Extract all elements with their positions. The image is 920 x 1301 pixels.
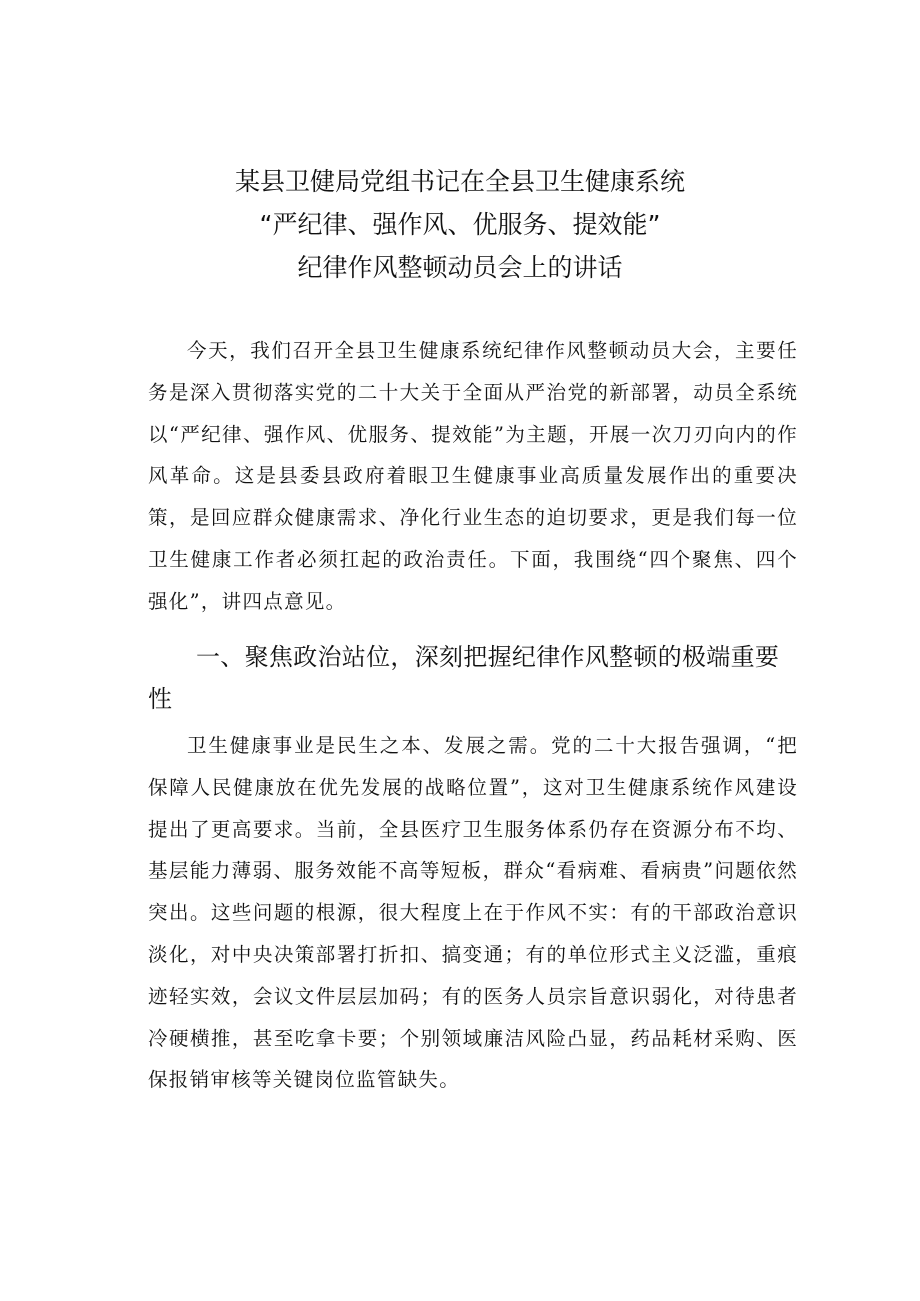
- document-title: [0, 160, 920, 289]
- title-line-1: 某县卫健局党组书记在全县卫生健康系统: [234, 167, 685, 196]
- title-line-2: “严纪律、强作风、优服务、提效能”: [259, 210, 661, 239]
- section-1-paragraph: 卫生健康事业是民生之本、发展之需。党的二十大报告强调，“把保障人民健康放在优先发展的战略位置”，这对卫生健康系统作风建设提出了更高要求。当前，全县医疗卫生服务体系仍存在资源分布不均、基层能力薄弱、服务效能不高等短板，群众“看病难、看病贵”问题依然突出。这些问题的根源，很大程度上在于作风不实：有的干部政治意识淡化，对中央决策部署打折扣、搞变通；有的单位形式主义泛滥，重痕迹轻实效，会议文件层层加码；有的医务人员宗旨意识弱化，对待患者冷硬横推，甚至吃拿卡要；个别领域廉洁风险凸显，药品耗材采购、医保报销审核等关键岗位监管缺失。: [148, 734, 798, 1092]
- title-line-3: 纪律作风整顿动员会上的讲话: [297, 253, 623, 282]
- intro-paragraph: 今天，我们召开全县卫生健康系统纪律作风整顿动员大会，主要任务是深入贯彻落实党的二十大关于全面从严治党的新部署，动员全系统以“严纪律、强作风、优服务、提效能”为主题，开展一次刀刃向内的作风革命。这是县委县政府着眼卫生健康事业高质量发展作出的重要决策，是回应群众健康需求、净化行业生态的迫切要求，更是我们每一位卫生健康工作者必须扛起的政治责任。下面，我围绕“四个聚焦、四个强化”，讲四点意见。: [148, 339, 798, 613]
- section-1-heading: 一、聚焦政治站位，深刻把握纪律作风整顿的极端重要性: [148, 643, 780, 713]
